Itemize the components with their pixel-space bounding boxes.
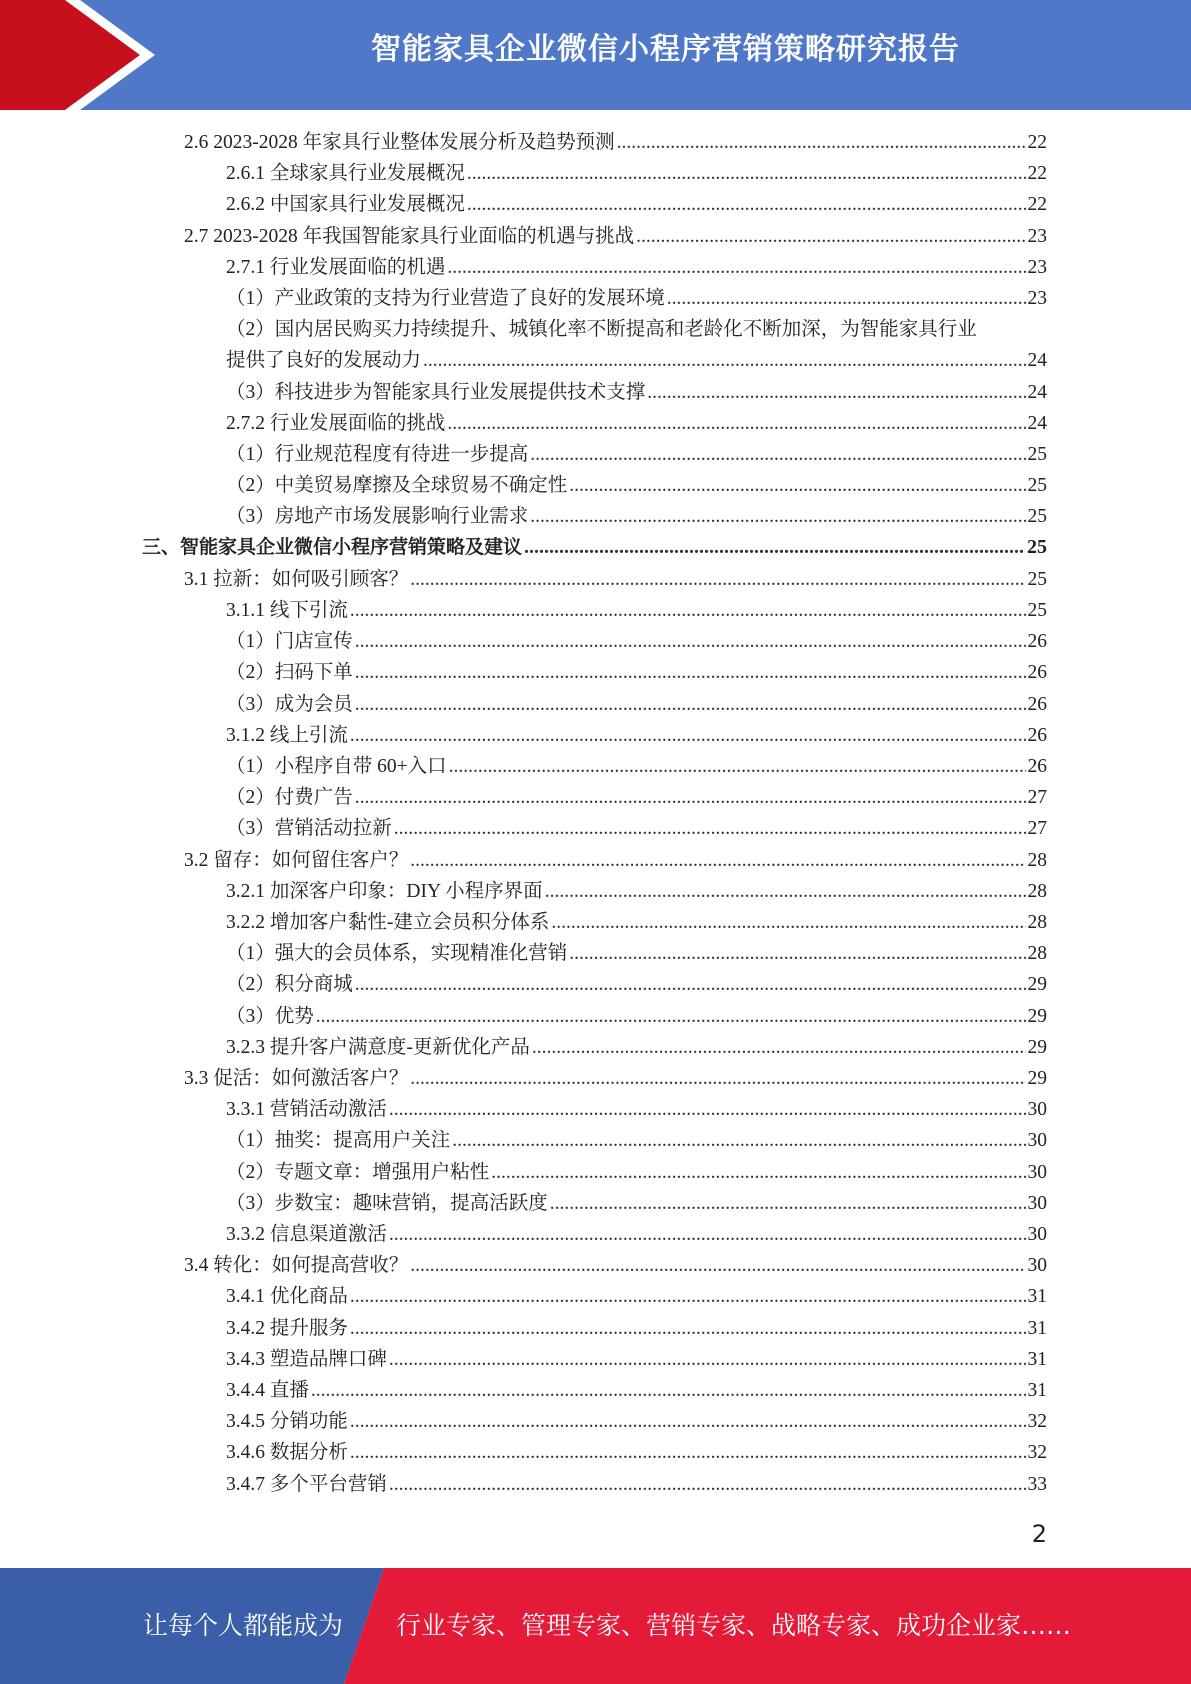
toc-entry-label: 3.4.2 提升服务 xyxy=(226,1318,348,1339)
toc-leader xyxy=(467,194,1026,216)
header-title: 智能家具企业微信小程序营销策略研究报告 xyxy=(371,32,960,67)
toc-entry[interactable] xyxy=(226,438,1047,469)
toc-entry-page: 25 xyxy=(1027,536,1047,558)
toc-entry[interactable] xyxy=(226,688,1047,719)
toc-leader xyxy=(355,694,1026,716)
toc-entry-page: 23 xyxy=(1027,257,1047,278)
toc-leader xyxy=(389,1474,1026,1496)
toc-entry[interactable] xyxy=(226,157,1047,188)
toc-entry-page: 24 xyxy=(1027,413,1047,434)
toc-entry-page: 26 xyxy=(1027,631,1047,652)
toc-entry-page: 30 xyxy=(1027,1224,1047,1245)
toc-entry[interactable] xyxy=(226,1187,1047,1218)
toc-entry-page: 26 xyxy=(1027,725,1047,746)
toc-leader xyxy=(551,912,1025,934)
toc-leader xyxy=(389,1349,1026,1371)
toc-entry[interactable] xyxy=(226,376,1047,407)
toc-entry-label: （1）产业政策的支持为行业营造了良好的发展环境 xyxy=(226,288,665,309)
toc-leader xyxy=(530,444,1025,466)
toc-entry-label: （3）科技进步为智能家具行业发展提供技术支撑 xyxy=(226,382,646,403)
toc-entry-page: 27 xyxy=(1027,787,1047,808)
toc-entry-page: 32 xyxy=(1027,1411,1047,1432)
toc-entry-label: （2）扫码下单 xyxy=(226,662,353,683)
toc-chapter-entry[interactable] xyxy=(142,532,1047,563)
page-number: 2 xyxy=(1031,1520,1047,1548)
toc-leader xyxy=(491,1162,1025,1184)
toc-entry-label: （3）优势 xyxy=(226,1006,314,1027)
toc-leader xyxy=(423,350,1025,372)
toc-entry[interactable] xyxy=(226,1436,1047,1467)
toc-entry[interactable] xyxy=(184,563,1047,594)
toc-leader xyxy=(350,1442,1026,1464)
toc-leader xyxy=(350,1411,1026,1433)
toc-entry-label: （1）小程序自带 60+入口 xyxy=(226,756,447,777)
toc-entry-label: 2.6.1 全球家具行业发展概况 xyxy=(226,163,465,184)
toc-entry[interactable] xyxy=(226,282,1047,313)
toc-leader xyxy=(550,1193,1026,1215)
toc-entry[interactable] xyxy=(184,1249,1047,1280)
toc-entry[interactable] xyxy=(226,469,1047,500)
toc-wrapped-line[interactable]: （2）国内居民购买力持续提升、城镇化率不断提高和老龄化不断加深，为智能家具行业 xyxy=(226,319,977,340)
toc-leader xyxy=(389,1224,1026,1246)
toc-leader xyxy=(667,288,1026,310)
page-footer xyxy=(0,1568,1191,1684)
toc-entry-label: 3.4 转化：如何提高营收？ xyxy=(184,1255,409,1276)
toc-entry-page: 29 xyxy=(1027,1006,1047,1027)
toc-entry[interactable] xyxy=(226,251,1047,282)
toc-entry[interactable] xyxy=(226,188,1047,219)
toc-entry-page: 26 xyxy=(1027,662,1047,683)
toc-entry-label: 2.6 2023-2028 年家具行业整体发展分析及趋势预测 xyxy=(184,132,615,153)
toc-entry-page: 28 xyxy=(1027,881,1047,902)
toc-entry-page: 32 xyxy=(1027,1442,1047,1463)
toc-entry-label: （2）付费广告 xyxy=(226,787,353,808)
toc-entry-page: 28 xyxy=(1027,912,1047,933)
toc-entry[interactable] xyxy=(226,906,1047,937)
toc-entry[interactable] xyxy=(226,968,1047,999)
toc-entry-label: （3）成为会员 xyxy=(226,694,353,715)
toc-entry-page: 29 xyxy=(1027,974,1047,995)
toc-leader xyxy=(447,413,1025,435)
toc-entry[interactable] xyxy=(226,1000,1047,1031)
toc-entry[interactable] xyxy=(226,1312,1047,1343)
toc-entry[interactable] xyxy=(226,812,1047,843)
toc-leader xyxy=(532,1037,1026,1059)
toc-entry-page: 30 xyxy=(1027,1130,1047,1151)
toc-leader xyxy=(355,631,1026,653)
toc-leader xyxy=(647,382,1025,404)
toc-entry[interactable] xyxy=(226,1343,1047,1374)
toc-entry-label: 2.7 2023-2028 年我国智能家具行业面临的机遇与挑战 xyxy=(184,226,635,247)
toc-entry-label: 2.6.2 中国家具行业发展概况 xyxy=(226,194,465,215)
toc-entry-page: 25 xyxy=(1027,475,1047,496)
toc-leader xyxy=(410,1068,1025,1090)
toc-entry-page: 25 xyxy=(1027,444,1047,465)
toc-leader xyxy=(355,662,1026,684)
toc-entry-page: 22 xyxy=(1027,194,1047,215)
toc-leader xyxy=(410,569,1025,591)
toc-entry-page: 31 xyxy=(1027,1286,1047,1307)
header-arrow-decoration xyxy=(0,0,160,110)
toc-entry-label: 3.3.1 营销活动激活 xyxy=(226,1099,387,1120)
toc-leader xyxy=(467,163,1026,185)
toc-entry-page: 27 xyxy=(1027,818,1047,839)
toc-leader xyxy=(389,1099,1026,1121)
toc-entry-label: （1）抽奖：提高用户关注 xyxy=(226,1130,451,1151)
toc-entry[interactable] xyxy=(226,750,1047,781)
toc-entry[interactable] xyxy=(226,656,1047,687)
toc-entry[interactable] xyxy=(226,344,1047,375)
toc-entry[interactable] xyxy=(184,844,1047,875)
toc-entry-page: 25 xyxy=(1027,600,1047,621)
toc-entry[interactable] xyxy=(226,937,1047,968)
toc-entry[interactable] xyxy=(226,1405,1047,1436)
toc-leader xyxy=(355,974,1026,996)
toc-entry-page: 22 xyxy=(1027,132,1047,153)
toc-entry-label: 3.4.4 直播 xyxy=(226,1380,309,1401)
toc-leader xyxy=(410,1255,1025,1277)
toc-entry-label: 2.7.1 行业发展面临的机遇 xyxy=(226,257,446,278)
toc-entry-page: 24 xyxy=(1027,350,1047,371)
toc-entry-label: 3.1 拉新：如何吸引顾客？ xyxy=(184,569,409,590)
toc-entry-page: 23 xyxy=(1027,288,1047,309)
toc-leader xyxy=(449,756,1026,778)
toc-entry-page: 31 xyxy=(1027,1380,1047,1401)
toc-leader xyxy=(350,1318,1026,1340)
toc-entry[interactable] xyxy=(226,1124,1047,1155)
toc-entry-label: 3.4.6 数据分析 xyxy=(226,1442,348,1463)
toc-entry[interactable] xyxy=(226,500,1047,531)
toc-entry-label: 三、智能家具企业微信小程序营销策略及建议 xyxy=(142,536,523,558)
toc-entry-label: 3.3 促活：如何激活客户？ xyxy=(184,1068,409,1089)
toc-entry-page: 25 xyxy=(1027,506,1047,527)
page-header xyxy=(0,0,1191,110)
toc-entry-label: （3）步数宝：趣味营销，提高活跃度 xyxy=(226,1193,548,1214)
toc-leader xyxy=(350,600,1026,622)
toc-entry-page: 23 xyxy=(1027,226,1047,247)
toc-entry-page: 31 xyxy=(1027,1318,1047,1339)
toc-entry-label: （2）中美贸易摩擦及全球贸易不确定性 xyxy=(226,475,568,496)
toc-leader xyxy=(447,257,1025,279)
toc-leader xyxy=(569,475,1025,497)
toc-entry-page: 25 xyxy=(1027,569,1047,590)
footer-slogan-right: 行业专家、管理专家、营销专家、战略专家、成功企业家…… xyxy=(396,1611,1072,1640)
toc-entry[interactable] xyxy=(226,407,1047,438)
toc-entry-page: 28 xyxy=(1027,850,1047,871)
toc-entry-label: 3.4.7 多个平台营销 xyxy=(226,1474,387,1495)
toc-leader xyxy=(636,226,1025,248)
toc-entry-label: 3.4.5 分销功能 xyxy=(226,1411,348,1432)
toc-entry-page: 30 xyxy=(1027,1255,1047,1276)
toc-entry-page: 33 xyxy=(1027,1474,1047,1495)
toc-entry-page: 26 xyxy=(1027,694,1047,715)
toc-leader xyxy=(569,943,1025,965)
footer-slogan-left: 让每个人都能成为 xyxy=(143,1611,344,1640)
toc-entry[interactable] xyxy=(226,1031,1047,1062)
toc-entry[interactable] xyxy=(184,220,1047,251)
toc-leader xyxy=(530,506,1025,528)
toc-entry-label: （3）房地产市场发展影响行业需求 xyxy=(226,506,529,527)
toc-entry-label: （1）强大的会员体系，实现精准化营销 xyxy=(226,943,568,964)
toc-entry-label: 3.1.1 线下引流 xyxy=(226,600,348,621)
toc-entry[interactable] xyxy=(226,719,1047,750)
toc-entry-label: （2）积分商城 xyxy=(226,974,353,995)
toc-entry[interactable] xyxy=(226,781,1047,812)
toc-entry-label: 3.4.3 塑造品牌口碑 xyxy=(226,1349,387,1370)
toc-entry-page: 24 xyxy=(1027,382,1047,403)
toc-entry[interactable] xyxy=(184,126,1047,157)
toc-entry-page: 30 xyxy=(1027,1099,1047,1120)
toc-leader xyxy=(545,881,1026,903)
toc-leader xyxy=(410,850,1025,872)
toc-leader xyxy=(617,132,1026,154)
toc-entry-label: 提供了良好的发展动力 xyxy=(226,350,422,371)
toc-entry-label: 3.2.1 加深客户印象：DIY 小程序界面 xyxy=(226,881,543,902)
toc-entry-label: 3.2 留存：如何留住客户？ xyxy=(184,850,409,871)
toc-leader xyxy=(355,787,1026,809)
toc-entry-label: （1）门店宣传 xyxy=(226,631,353,652)
toc-entry-label: 3.1.2 线上引流 xyxy=(226,725,348,746)
toc-entry[interactable] xyxy=(226,1468,1047,1499)
toc-leader xyxy=(350,725,1026,747)
toc-entry-label: （3）营销活动拉新 xyxy=(226,818,392,839)
toc-leader xyxy=(394,818,1026,840)
toc-entry-page: 28 xyxy=(1027,943,1047,964)
toc-entry[interactable] xyxy=(226,1093,1047,1124)
toc-leader xyxy=(311,1380,1026,1402)
toc-entry-label: （1）行业规范程度有待进一步提高 xyxy=(226,444,529,465)
toc-entry-label: 3.3.2 信息渠道激活 xyxy=(226,1224,387,1245)
toc-entry-label: 2.7.2 行业发展面临的挑战 xyxy=(226,413,446,434)
toc-entry-page: 29 xyxy=(1027,1037,1047,1058)
toc-entry-page: 29 xyxy=(1027,1068,1047,1089)
toc-entry-page: 30 xyxy=(1027,1162,1047,1183)
toc-entry-label: 3.2.3 提升客户满意度-更新优化产品 xyxy=(226,1037,530,1058)
toc-entry[interactable] xyxy=(226,1218,1047,1249)
toc-entry-page: 22 xyxy=(1027,163,1047,184)
toc-entry-page: 30 xyxy=(1027,1193,1047,1214)
toc-leader xyxy=(350,1286,1026,1308)
toc-entry-label: 3.2.2 增加客户黏性-建立会员积分体系 xyxy=(226,912,550,933)
toc-entry[interactable] xyxy=(226,1280,1047,1311)
toc-entry-page: 31 xyxy=(1027,1349,1047,1370)
toc-entry-label: （2）专题文章：增强用户粘性 xyxy=(226,1162,490,1183)
toc-entry-label: 3.4.1 优化商品 xyxy=(226,1286,348,1307)
toc-entry[interactable] xyxy=(226,594,1047,625)
toc-leader xyxy=(316,1006,1026,1028)
toc-entry[interactable] xyxy=(226,875,1047,906)
toc-entry[interactable] xyxy=(226,1374,1047,1405)
toc-leader xyxy=(524,536,1025,559)
toc-leader xyxy=(452,1130,1025,1152)
toc-entry[interactable] xyxy=(226,1156,1047,1187)
toc-entry[interactable] xyxy=(226,625,1047,656)
toc-entry[interactable] xyxy=(184,1062,1047,1093)
toc-entry-page: 26 xyxy=(1027,756,1047,777)
